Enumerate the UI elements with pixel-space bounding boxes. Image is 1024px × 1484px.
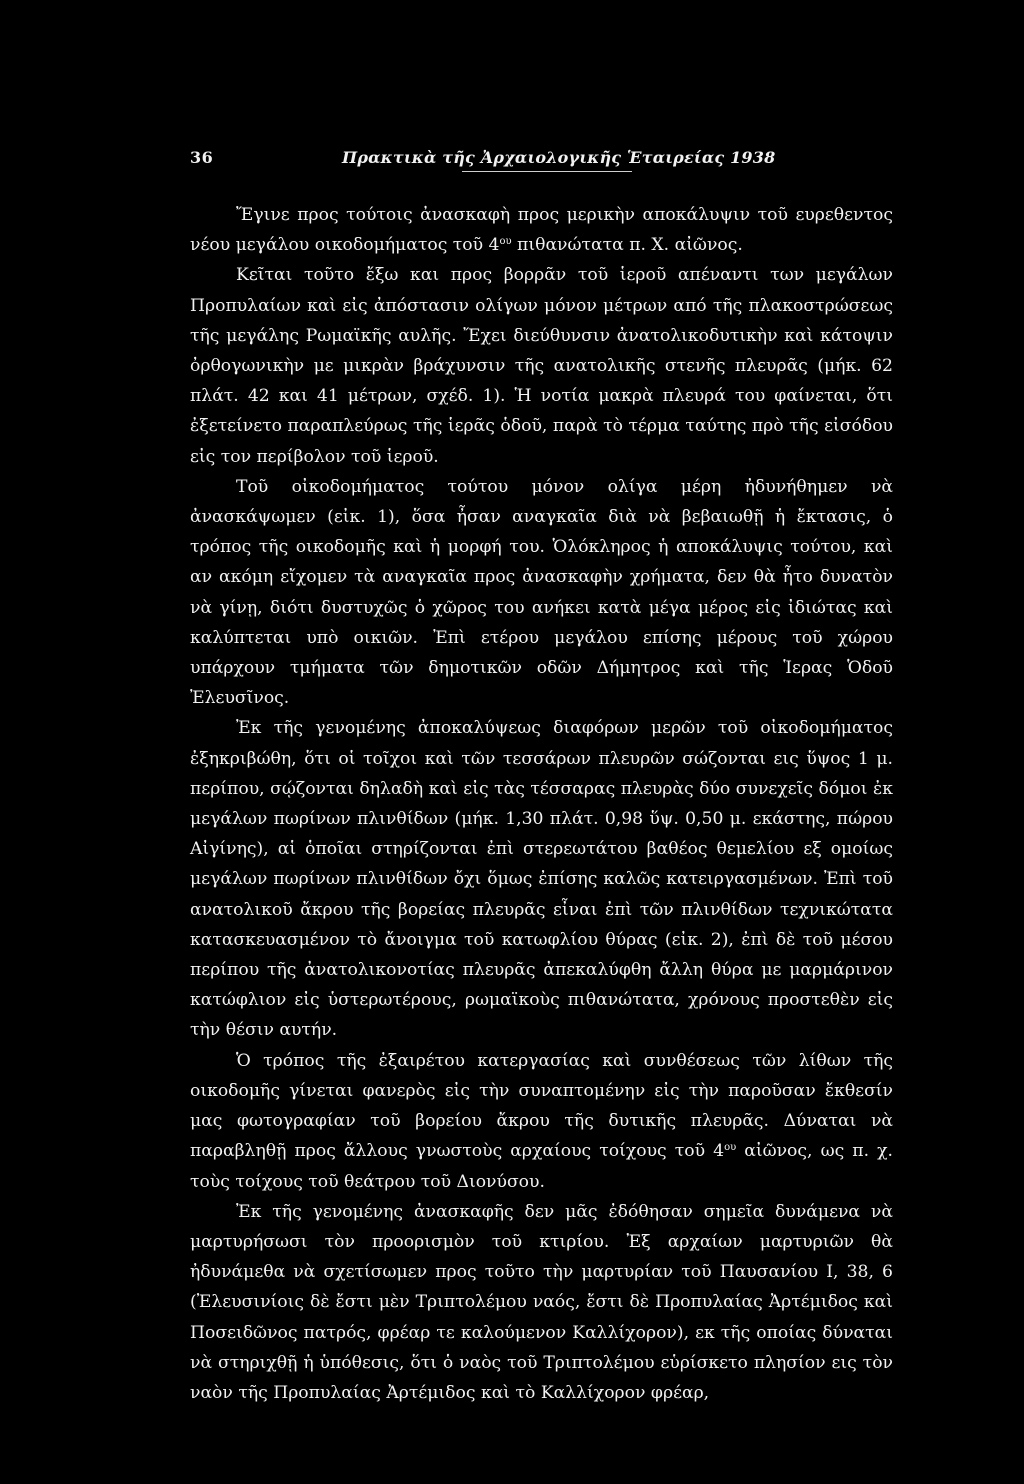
paragraph-5 (190, 1046, 893, 1197)
paragraph-3: Τοῦ οἰκοδομήματος τούτου μόνον ολίγα μέρη ἠδυνήθημεν νὰ ἀνασκάψωμεν (εἰκ. 1), ὅσα ἦσαν αναγκαῖα διὰ νὰ βεβαιωθῇ ἡ ἔκτασις, ὁ τρόπος τῆς οικοδομῆς καὶ ἡ μορφή του. Ὁλόκληρος ἡ αποκάλυψις τούτου, καὶ αν ακόμη εἴχομεν τὰ αναγκαῖα προς ἀνασκαφὴν χρήματα, δεν θὰ ἦτο δυνατὸν νὰ γίνῃ, διότι δυστυχῶς ὁ χῶρος του ανήκει κατὰ μέγα μέρος εἰς ἰδιώτας καὶ καλύπτεται υπὸ οικιῶν. Ἐπὶ ετέρου μεγάλου επίσης μέρους τοῦ χώρου υπάρχουν τμήματα τῶν δημοτικῶν οδῶν Δήμητρος καὶ τῆς Ἱερας Ὁδοῦ Ἐλευσῖνος. (190, 476, 893, 709)
running-title: Πρακτικὰ τῆς Ἀρχαιολογικῆς Ἑταιρείας 1938 (342, 148, 776, 167)
paragraph-1-text-b: πιθανώτατα π. Χ. αἰῶνος. (511, 235, 743, 256)
paragraph-5-text-a: Ὁ τρόπος τῆς ἐξαιρέτου κατεργασίας καὶ συνθέσεως τῶν λίθων τῆς οικοδομῆς γίνεται φανερὸς εἰς τὴν συναπτομένην εἰς τὴν παροῦσαν ἔκθεσίν μας φωτογραφίαν τοῦ βορείου ἄκρου τῆς δυτικῆς πλευρᾶς. Δύναται νὰ παραβληθῇ προς ἄλλους γνωστοὺς αρχαίους τοίχους τοῦ 4 (190, 1050, 893, 1162)
paragraph-4: Ἐκ τῆς γενομένης ἀποκαλύψεως διαφόρων μερῶν τοῦ οἰκοδομήματος ἐξηκριβώθη, ὅτι οἱ τοῖχοι καὶ τῶν τεσσάρων πλευρῶν σώζονται εις ὕψος 1 μ. περίπου, σῴζονται δηλαδὴ καὶ εἰς τὰς τέσσαρας πλευρὰς δύο συνεχεῖς δόμοι ἐκ μεγάλων πωρίνων πλινθίδων (μήκ. 1,30 πλάτ. 0,98 ὕψ. 0,50 μ. εκάστης, πώρου Αἰγίνης), αἱ ὁποῖαι στηρίζονται ἐπὶ στερεωτάτου βαθέος θεμελίου εξ ομοίως μεγάλων πωρίνων πλινθίδων ὄχι ὅμως ἐπίσης καλῶς κατειργασμένων. Ἐπὶ τοῦ ανατολικοῦ ἄκρου τῆς βορείας πλευρᾶς εἶναι ἐπὶ τῶν πλινθίδων τεχνικώτατα κατασκευασμένον τὸ ἄνοιγμα τοῦ κατωφλίου θύρας (εἰκ. 2), ἐπὶ δὲ τοῦ μέσου περίπου τῆς ἀνατολικονοτίας πλευρᾶς ἀπεκαλύφθη ἄλλη θύρα με μαρμάρινον κατώφλιον εἰς ὑστερωτέρους, ρωμαϊκοὺς πιθανώτατα, χρόνους προστεθὲν εἰς τὴν θέσιν αυτήν. (190, 718, 893, 1041)
paragraph-1-text-a: Ἔγινε προς τούτοις ἀνασκαφὴ προς μερικὴν αποκάλυψιν τοῦ ευρεθεντος νέου μεγάλου οικοδομήματος τοῦ 4 (190, 205, 893, 256)
paragraph-1 (190, 200, 893, 260)
paragraph-2: Κεῖται τοῦτο ἔξω και προς βορρᾶν τοῦ ἱεροῦ απέναντι των μεγάλων Προπυλαίων καὶ εἰς ἀπόστασιν ολίγων μόνον μέτρων από τῆς πλακοστρώσεως τῆς μεγάλης Ρωμαϊκῆς αυλῆς. Ἔχει διεύθυνσιν ἀνατολικοδυτικὴν καὶ κάτοψιν ὀρθογωνικὴν με μικρὰν βράχυνσιν τῆς ανατολικῆς στενῆς πλευρᾶς (μήκ. 62 πλάτ. 42 και 41 μέτρων, σχέδ. 1). Ἡ νοτία μακρὰ πλευρά του φαίνεται, ὅτι ἐξετείνετο παραπλεύρως τῆς ἱερᾶς ὁδοῦ, παρὰ τὸ τέρμα ταύτης πρὸ τῆς εἰσόδου εἰς τον περίβολον τοῦ ἱεροῦ. (190, 265, 893, 467)
paragraph-6: Ἐκ τῆς γενομένης ἀνασκαφῆς δεν μᾶς ἐδόθησαν σημεῖα δυνάμενα νὰ μαρτυρήσωσι τὸν προορισμὸν τοῦ κτιρίου. Ἐξ αρχαίων μαρτυριῶν θὰ ἠδυνάμεθα νὰ σχετίσωμεν προς τοῦτο τὴν μαρτυρίαν τοῦ Παυσανίου Ι, 38, 6 (Ἐλευσινίοις δὲ ἔστι μὲν Τριπτολέμου ναός, ἔστι δὲ Προπυλαίας Ἀρτέμιδος καὶ Ποσειδῶνος πατρός, φρέαρ τε καλούμενον Καλλίχορον), εκ τῆς οποίας δύναται νὰ στηριχθῇ ἡ ὑπόθεσις, ὅτι ὁ ναὸς τοῦ Τριπτολέμου εὑρίσκετο πλησίον εις τὸν ναὸν τῆς Προπυλαίας Ἀρτέμιδος καὶ τὸ Καλλίχορον φρέαρ, (190, 1201, 893, 1403)
body-text (190, 200, 893, 1408)
ordinal-superscript: ου (499, 236, 512, 248)
paragraph-5-text-b: αἰῶνος, ως π. χ. τοὺς τοίχους τοῦ θεάτρου τοῦ Διονύσου. (190, 1141, 893, 1192)
ordinal-superscript: ου (724, 1142, 737, 1154)
page-number: 36 (190, 148, 214, 167)
header-rule (462, 171, 632, 172)
page-header (190, 148, 830, 178)
